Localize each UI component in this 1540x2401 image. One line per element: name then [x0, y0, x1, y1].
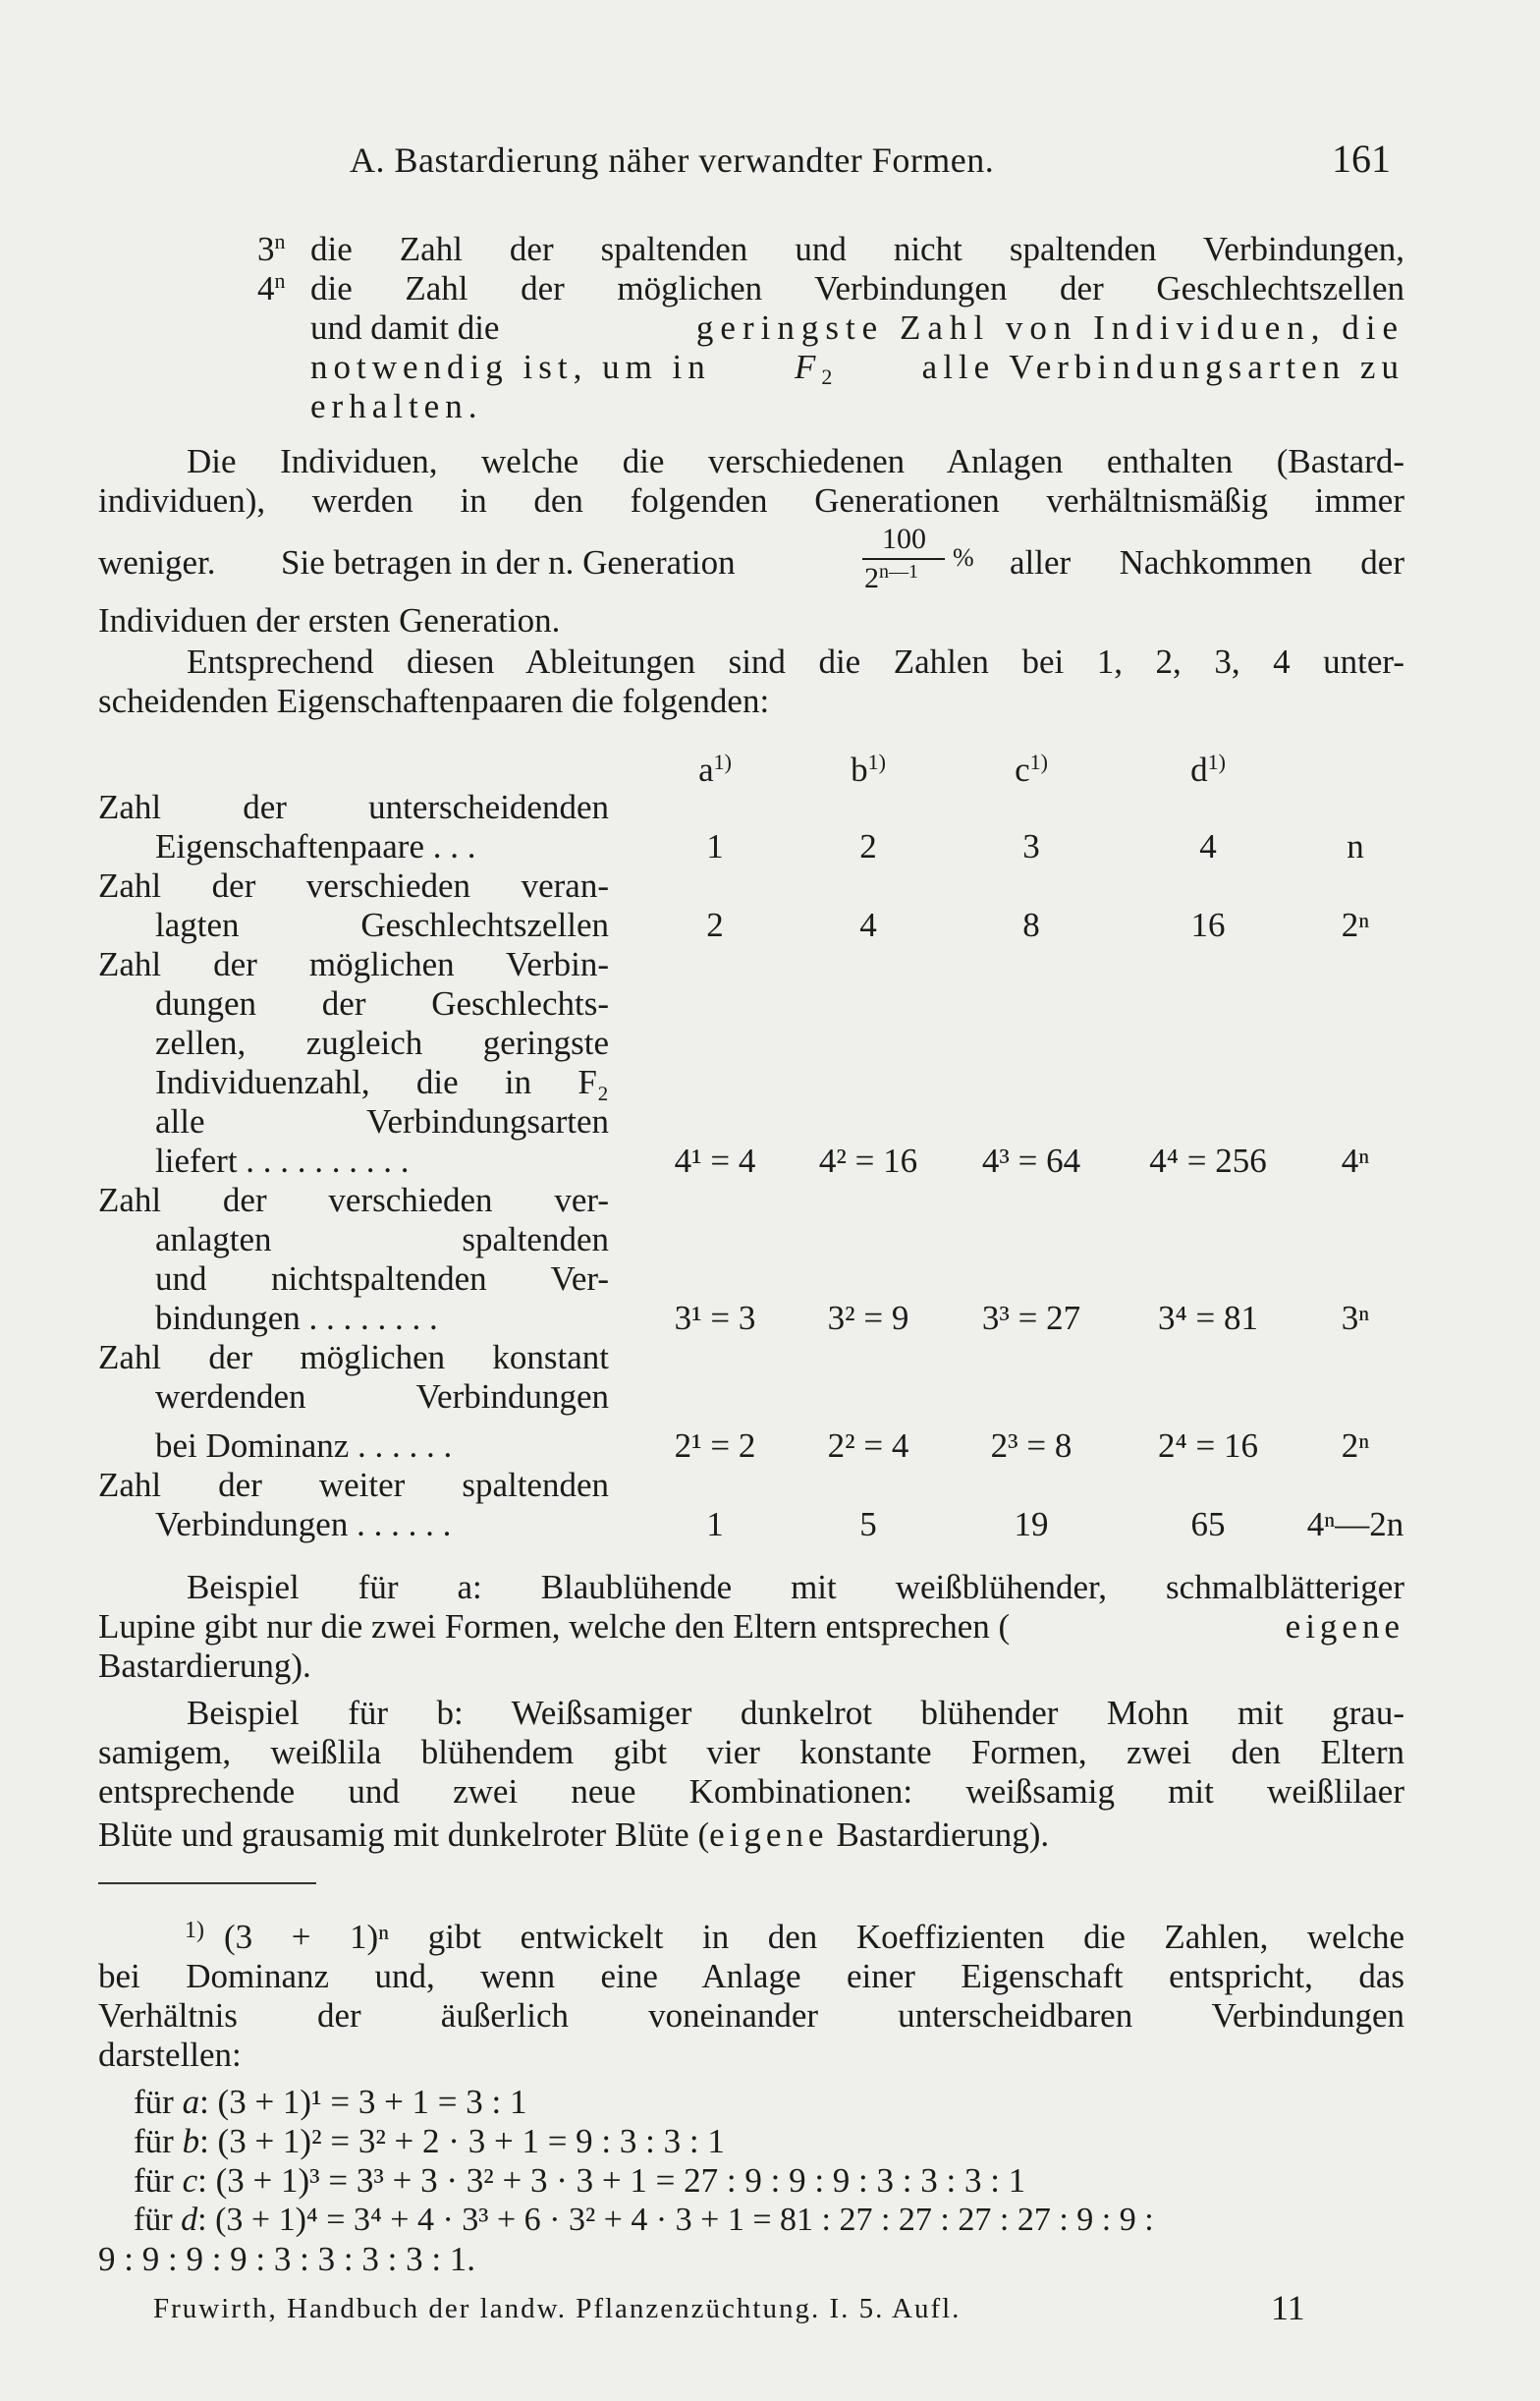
definition-line-5: erhalten.: [310, 387, 483, 425]
para1-line-4: Individuen der ersten Generation.: [98, 601, 561, 640]
table-cell: 8: [1022, 906, 1040, 944]
table-cell: 19: [1014, 1505, 1049, 1543]
table-cell: 3⁴ = 81: [1158, 1299, 1258, 1337]
row-label-line: Zahl der verschieden veran-: [98, 866, 609, 905]
row-label-line: liefert . . . . . . . . . .: [155, 1142, 410, 1180]
table-cell: 4: [1199, 827, 1217, 865]
table-cell: 4¹ = 4: [674, 1142, 756, 1180]
para1-line-1: Die Individuen, welche die verschiedenen Anlagen enthalten (Bastard-: [187, 442, 1404, 480]
definition-base: 3: [257, 230, 275, 268]
formula-b: für b: (3 + 1)² = 3² + 2 · 3 + 1 = 9 : 3 : 3 : 1: [134, 2122, 725, 2160]
spaced-word: eigene: [709, 1815, 829, 1854]
row-label-line: Zahl der weiter spaltenden: [98, 1466, 609, 1504]
row-label-line: alle Verbindungsarten: [155, 1102, 609, 1141]
definition-4n: [257, 269, 286, 308]
footnote-line-4: darstellen:: [98, 2036, 242, 2074]
para1-line-3-b: Sie betragen in der n. Generation: [281, 543, 736, 582]
spaced-word: eigene: [1285, 1607, 1404, 1646]
table-cell: 4ⁿ: [1341, 1142, 1370, 1180]
definition-line-3-spaced: geringste Zahl von Individuen, die: [695, 308, 1404, 347]
table-cell: 4ⁿ—2n: [1306, 1505, 1404, 1543]
table-cell: 2³ = 8: [990, 1426, 1072, 1465]
formula-d-continued: 9 : 9 : 9 : 9 : 3 : 3 : 3 : 3 : 1.: [98, 2240, 476, 2278]
table-cell: 3ⁿ: [1341, 1299, 1370, 1337]
row-label-line: dungen der Geschlechts-: [155, 984, 609, 1023]
example-b-line-2: samigem, weißlila blühendem gibt vier konstante Formen, zwei den Eltern: [98, 1733, 1404, 1771]
definition-3n: [257, 230, 286, 269]
example-a-line-1: Beispiel für a: Blaublühende mit weißblühender, schmalblätteriger: [187, 1568, 1404, 1606]
table-cell: 4³ = 64: [981, 1142, 1081, 1180]
definition-line-4-a: notwendig ist, um in: [310, 348, 711, 386]
footnote-line-2: bei Dominanz und, wenn eine Anlage einer Eigenschaft entspricht, das: [98, 1957, 1404, 1995]
row-label-line: anlagten spaltenden: [155, 1220, 609, 1258]
para2-line-2: scheidenden Eigenschaftenpaaren die folgenden:: [98, 682, 770, 720]
example-b-line-1: Beispiel für b: Weißsamiger dunkelrot blühender Mohn mit grau-: [187, 1694, 1404, 1732]
formula-c: für c: (3 + 1)³ = 3³ + 3 · 3² + 3 · 3 + 1 = 27 : 9 : 9 : 9 : 3 : 3 : 3 : 1: [134, 2161, 1026, 2200]
table-cell: 2: [706, 906, 724, 944]
table-cell: 3³ = 27: [981, 1299, 1081, 1337]
table-cell: 2¹ = 2: [674, 1426, 756, 1465]
table-cell: 3¹ = 3: [674, 1299, 756, 1337]
para1-line-3-a: weniger.: [98, 543, 216, 582]
row-label-line: und nichtspaltenden Ver-: [155, 1259, 609, 1298]
definition-exp: n: [274, 268, 286, 293]
definition-3n-text: die Zahl der spaltenden und nicht spaltenden Verbindungen,: [310, 230, 1404, 268]
definition-exp: n: [274, 229, 286, 253]
table-cell: n: [1347, 827, 1364, 865]
fraction-denominator: $2^{n—1}$: [864, 561, 918, 594]
row-label-line: werdenden Verbindungen: [155, 1377, 609, 1416]
row-label-line: zellen, zugleich geringste: [155, 1024, 609, 1062]
footer-signature: 11: [1271, 2288, 1305, 2327]
table-cell: 5: [859, 1505, 877, 1543]
column-header-d: $d^{1)}$: [1190, 750, 1226, 789]
row-label-line: Zahl der möglichen konstant: [98, 1338, 609, 1376]
table-cell: 3: [1022, 827, 1040, 865]
footnote-line-3: Verhältnis der äußerlich voneinander unterscheidbaren Verbindungen: [98, 1996, 1404, 2035]
table-cell: 1: [706, 1505, 724, 1543]
definition-line-3: [310, 308, 1404, 348]
formula-a: für a: (3 + 1)¹ = 3 + 1 = 3 : 1: [134, 2083, 527, 2121]
fraction-bar: [862, 558, 945, 560]
footnote-marker: 1): [185, 1918, 204, 1943]
table-cell: 2ⁿ: [1341, 1426, 1370, 1465]
row-label-line: bindungen . . . . . . . .: [155, 1299, 438, 1337]
table-cell: 3² = 9: [827, 1299, 909, 1337]
definition-base: 4: [257, 269, 275, 307]
table-cell: 2: [859, 827, 877, 865]
running-title: A. Bastardierung näher verwandter Formen.: [350, 140, 995, 180]
para1-line-3-c: aller Nachkommen der: [1010, 543, 1404, 582]
row-label-line: Zahl der möglichen Verbin-: [98, 945, 609, 983]
para1-line-2: individuen), werden in den folgenden Generationen verhältnismäßig immer: [98, 481, 1404, 520]
example-a-line-3: Bastardierung).: [98, 1647, 311, 1685]
formula-d: für d: (3 + 1)⁴ = 3⁴ + 4 · 3³ + 6 · 3² + 4 · 3 + 1 = 81 : 27 : 27 : 27 : 27 : 9 : 9 :: [134, 2202, 1154, 2238]
row-label-line: Verbindungen . . . . . .: [155, 1505, 452, 1543]
example-b-line-3: entsprechende und zwei neue Kombinationen: weißsamig mit weißlilaer: [98, 1772, 1404, 1811]
definition-f2: $F_2$: [795, 348, 839, 389]
table-cell: 4: [859, 906, 877, 944]
row-label-line: Zahl der verschieden ver-: [98, 1181, 609, 1219]
column-header-a: $a^{1)}$: [698, 750, 732, 789]
definition-line-4-b: alle Verbindungsarten zu: [921, 348, 1404, 386]
row-label-line: lagten Geschlechtszellen: [155, 906, 609, 944]
percent-sign: %: [953, 543, 974, 572]
para2-line-1: Entsprechend diesen Ableitungen sind die Zahlen bei 1, 2, 3, 4 unter-: [187, 642, 1404, 681]
row-label-line: Eigenschaftenpaare . . .: [155, 827, 476, 865]
table-cell: 4² = 16: [818, 1142, 918, 1180]
footnote-line-1: (3 + 1)ⁿ gibt entwickelt in den Koeffizienten die Zahlen, welche: [224, 1918, 1404, 1956]
table-cell: 2² = 4: [827, 1426, 909, 1465]
row-label-line: bei Dominanz . . . . . .: [155, 1426, 453, 1465]
table-cell: 16: [1190, 906, 1226, 944]
definition-line-3-start: und damit die: [310, 308, 500, 347]
row-label-line: Individuenzahl, die in F₂: [155, 1063, 609, 1101]
page-number: 161: [1332, 137, 1391, 181]
footnote-rule: [98, 1882, 316, 1884]
table-cell: 2⁴ = 16: [1158, 1426, 1258, 1465]
row-label-line: Zahl der unterscheidenden: [98, 788, 609, 826]
table-cell: 1: [706, 827, 724, 865]
table-cell: 65: [1190, 1505, 1226, 1543]
table-cell: 4⁴ = 256: [1149, 1142, 1267, 1180]
example-b-line-4: Blüte und grausamig mit dunkelroter Blüte (eigene Bastardierung).: [98, 1815, 1050, 1854]
column-header-b: $b^{1)}$: [851, 750, 886, 789]
column-header-c: $c^{1)}$: [1015, 750, 1048, 789]
definition-line-4: [310, 348, 1404, 387]
fraction-numerator: 100: [882, 523, 926, 555]
table-cell: 2ⁿ: [1341, 906, 1370, 944]
example-a-line-2: Lupine gibt nur die zwei Formen, welche den Eltern entsprechen ( eigene: [98, 1607, 1404, 1646]
definition-4n-text: die Zahl der möglichen Verbindungen der Geschlechtszellen: [310, 269, 1404, 307]
footer-imprint: Fruwirth, Handbuch der landw. Pflanzenzüchtung. I. 5. Aufl.: [153, 2293, 962, 2324]
